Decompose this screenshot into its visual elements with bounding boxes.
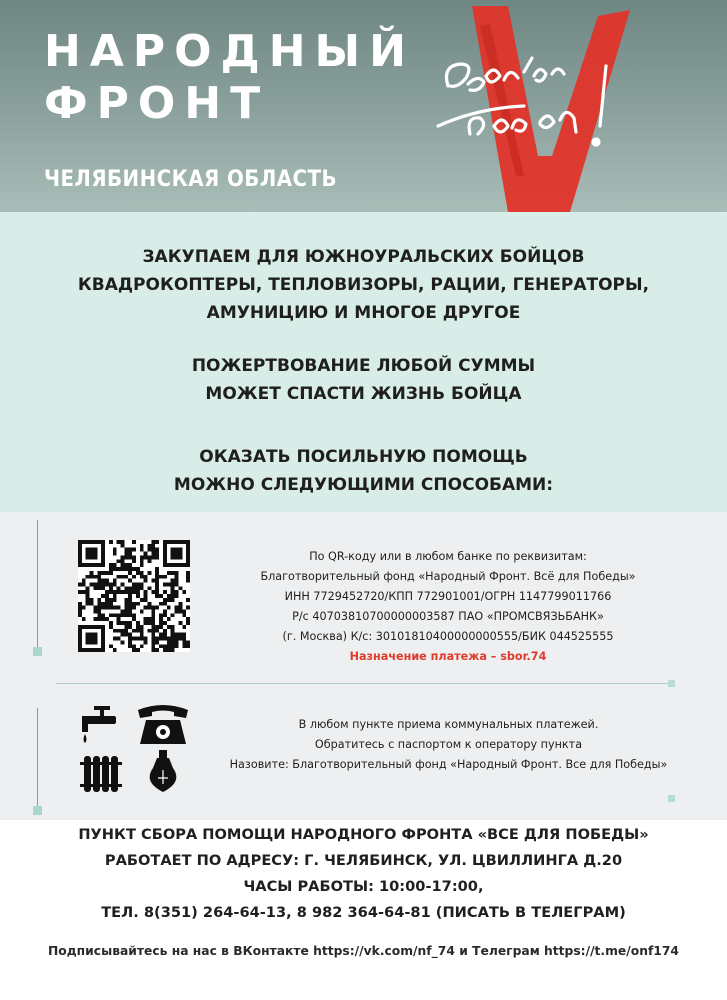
faucet-icon bbox=[82, 706, 116, 743]
divider-marker bbox=[33, 806, 42, 815]
help-line: ОКАЗАТЬ ПОСИЛЬНУЮ ПОМОЩЬ bbox=[199, 447, 528, 467]
brand-title-line2: ФРОНТ bbox=[44, 78, 270, 129]
divider-horizontal bbox=[56, 683, 671, 684]
purchase-list bbox=[0, 243, 727, 327]
help-line: МОЖНО СЛЕДУЮЩИМИ СПОСОБАМИ: bbox=[173, 475, 554, 495]
payment-purpose: Назначение платежа – sbor.74 bbox=[349, 650, 547, 663]
utility-line: В любом пункте приема коммунальных платежей. bbox=[298, 718, 599, 731]
light-bulb-icon bbox=[150, 750, 177, 792]
utility-payment-info bbox=[200, 715, 697, 775]
requisites-line: Р/с 40703810700000003587 ПАО «ПРОМСВЯЗЬБАНК» bbox=[292, 610, 604, 623]
requisites-line: Благотворительный фонд «Народный Фронт. Всё для Победы» bbox=[260, 570, 636, 583]
utility-line: Обратитесь с паспортом к оператору пункта bbox=[314, 738, 583, 751]
region-title: ЧЕЛЯБИНСКАЯ ОБЛАСТЬ bbox=[44, 167, 338, 192]
address-line: ЧАСЫ РАБОТЫ: 10:00-17:00, bbox=[243, 878, 484, 895]
bank-requisites bbox=[218, 547, 678, 667]
vse-dlya-pobedy-logo bbox=[420, 6, 650, 212]
collection-point-address bbox=[0, 822, 727, 926]
requisites-line: По QR-коду или в любом банке по реквизитам: bbox=[309, 550, 587, 563]
donation-line: ПОЖЕРТВОВАНИЕ ЛЮБОЙ СУММЫ bbox=[191, 356, 536, 376]
social-links-footer[interactable]: Подписывайтесь на нас в ВКонтакте https://vk.com/nf_74 и Телеграм https://t.me/onf174 bbox=[48, 944, 679, 958]
radiator-icon bbox=[80, 756, 122, 792]
donation-qr-code[interactable] bbox=[78, 540, 190, 652]
phone-line: ТЕЛ. 8(351) 264-64-13, 8 982 364-64-81 (ПИСАТЬ В ТЕЛЕГРАМ) bbox=[101, 904, 626, 921]
appeal-line: КВАДРОКОПТЕРЫ, ТЕПЛОВИЗОРЫ, РАЦИИ, ГЕНЕРАТОРЫ, bbox=[77, 275, 650, 295]
header-banner bbox=[0, 0, 727, 212]
brand-title-line1: НАРОДНЫЙ bbox=[44, 26, 415, 77]
address-line: РАБОТАЕТ ПО АДРЕСУ: Г. ЧЕЛЯБИНСК, УЛ. ЦВИЛЛИНГА Д.20 bbox=[104, 852, 623, 869]
appeal-line: АМУНИЦИЮ И МНОГОЕ ДРУГОЕ bbox=[206, 303, 521, 323]
requisites-line: ИНН 7729452720/КПП 772901001/ОГРН 1147799011766 bbox=[284, 590, 612, 603]
address-line: ПУНКТ СБОРА ПОМОЩИ НАРОДНОГО ФРОНТА «ВСЕ ДЛЯ ПОБЕДЫ» bbox=[78, 826, 649, 843]
appeal-line: ЗАКУПАЕМ ДЛЯ ЮЖНОУРАЛЬСКИХ БОЙЦОВ bbox=[142, 247, 585, 267]
donation-line: МОЖЕТ СПАСТИ ЖИЗНЬ БОЙЦА bbox=[205, 384, 522, 404]
divider-marker bbox=[33, 647, 42, 656]
divider-marker bbox=[668, 795, 675, 802]
divider-vertical bbox=[37, 520, 38, 650]
divider-vertical bbox=[37, 708, 38, 808]
donation-slogan bbox=[0, 352, 727, 408]
requisites-line: (г. Москва) К/с: 30101810400000000555/БИК 044525555 bbox=[282, 630, 614, 643]
utility-icons bbox=[78, 700, 188, 800]
help-methods-heading bbox=[0, 443, 727, 499]
divider-marker bbox=[668, 680, 675, 687]
telephone-icon bbox=[138, 705, 188, 744]
utility-line: Назовите: Благотворительный фонд «Народный Фронт. Все для Победы» bbox=[229, 758, 668, 771]
